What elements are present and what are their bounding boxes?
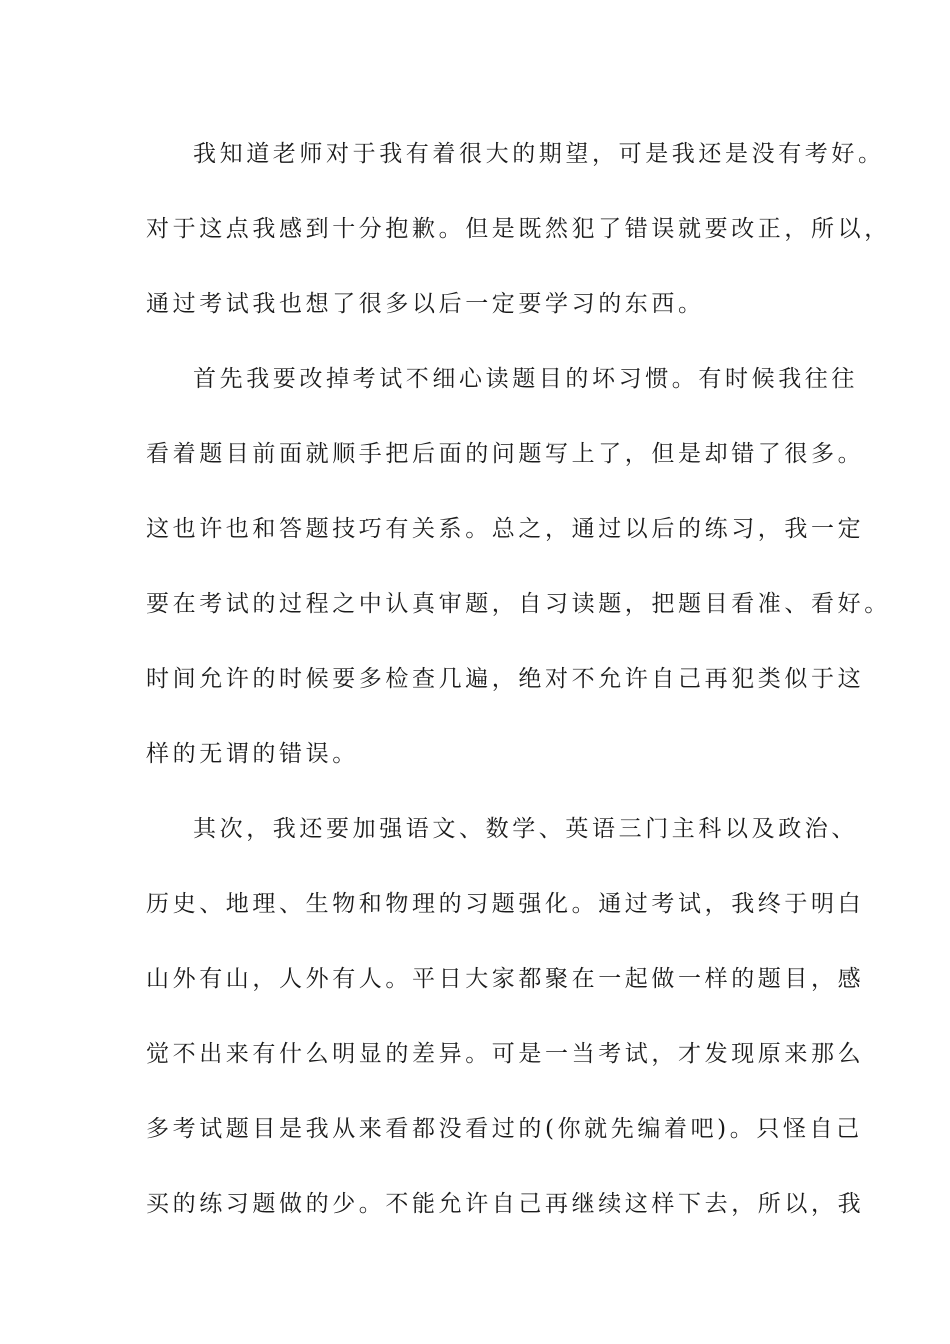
text-line: 多考试题目是我从来看都没看过的(你就先编着吧)。只怪自己 bbox=[146, 1116, 863, 1142]
text-line: 觉不出来有什么明显的差异。可是一当考试，才发现原来那么 bbox=[146, 1041, 865, 1067]
text-line: 样的无谓的错误。 bbox=[146, 741, 359, 767]
text-line: 时间允许的时候要多检查几遍，绝对不允许自己再犯类似于这 bbox=[146, 666, 865, 692]
text-line: 买的练习题做的少。不能允许自己再继续这样下去，所以，我 bbox=[146, 1191, 865, 1217]
text-line: 我知道老师对于我有着很大的期望，可是我还是没有考好。 bbox=[193, 141, 885, 167]
text-line: 看着题目前面就顺手把后面的问题写上了，但是却错了很多。 bbox=[146, 441, 865, 467]
paragraph-3 bbox=[146, 804, 865, 1254]
text-line: 山外有山，人外有人。平日大家都聚在一起做一样的题目，感 bbox=[146, 966, 865, 992]
text-line: 通过考试我也想了很多以后一定要学习的东西。 bbox=[146, 291, 705, 317]
text-line: 历史、地理、生物和物理的习题强化。通过考试，我终于明白 bbox=[146, 891, 865, 917]
text-line: 其次，我还要加强语文、数学、英语三门主科以及政治、 bbox=[193, 816, 858, 842]
text-line: 要在考试的过程之中认真审题，自习读题，把题目看准、看好。 bbox=[146, 591, 891, 617]
text-line: 对于这点我感到十分抱歉。但是既然犯了错误就要改正，所以， bbox=[146, 216, 891, 242]
text-line: 首先我要改掉考试不细心读题目的坏习惯。有时候我往往 bbox=[193, 366, 858, 392]
text-line: 这也许也和答题技巧有关系。总之，通过以后的练习，我一定 bbox=[146, 516, 865, 542]
paragraph-2 bbox=[146, 354, 891, 804]
paragraph-1 bbox=[146, 129, 891, 354]
document-body bbox=[146, 129, 891, 1254]
